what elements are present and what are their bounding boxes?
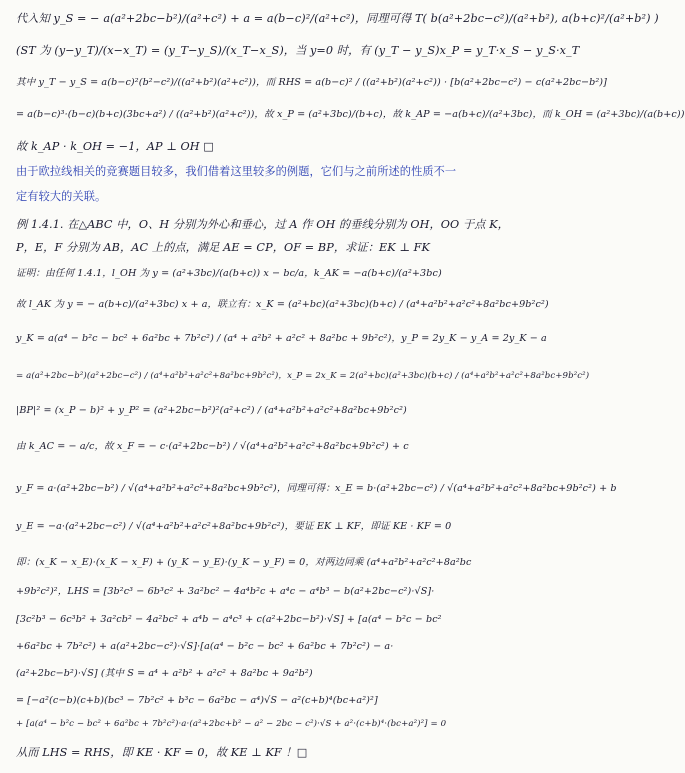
text-line-7: 定有较大的关联。 (16, 190, 107, 203)
text-line-18: 即：(x_K − x_E)·(x_K − x_F) + (y_K − y_E)·(y_K − y_F) = 0，对两边同乘 (a⁴+a²b²+a²c²+8a²bc (16, 557, 472, 568)
text-line-10: 证明：由任何 1.4.1，l_OH 为 y = (a²+3bc)/(a(b+c)) x − bc/a，k_AK = −a(b+c)/(a²+3bc) (16, 268, 442, 279)
text-line-5: 故 k_AP · k_OH = −1，AP ⊥ OH □ (16, 140, 214, 153)
text-line-19: +9b²c²)²，LHS = [3b²c³ − 6b³c² + 3a²bc² − 4a⁴b²c + a⁴c − a⁴b³ − b(a²+2bc−c²)·√S]· (16, 586, 435, 597)
text-line-24: + [a(a⁴ − b²c − bc² + 6a²bc + 7b²c²)·a·(a²+2bc+b² − a² − 2bc − c²)·√S + a²·(c+b)⁴·(bc+a²)²] = 0 (16, 719, 447, 729)
text-line-6: 由于欧拉线相关的竞赛题目较多，我们借着这里较多的例题，它们与之前所述的性质不一 (16, 165, 457, 178)
text-line-2: (ST 为 (y−y_T)/(x−x_T) = (y_T−y_S)/(x_T−x_S)，当 y=0 时，有 (y_T − y_S)x_P = y_T·x_S − y_S·x_T (16, 44, 580, 57)
text-line-8: 例 1.4.1. 在△ABC 中，O、H 分别为外心和垂心，过 A 作 OH 的垂线分别为 OH，OO 于点 K， (16, 218, 509, 231)
text-line-3: 其中 y_T − y_S = a(b−c)²(b²−c²)/((a²+b²)(a²+c²))，而 RHS = a(b−c)² / ((a²+b²)(a²+c²)) · [b(a²+2bc−c²) − c(a²+2bc−b²)] (16, 77, 607, 88)
text-line-12: y_K = a(a⁴ − b²c − bc² + 6a²bc + 7b²c²) / (a⁴ + a²b² + a²c² + 8a²bc + 9b²c²)，y_P = 2y_K − y_A = 2y_K − a (16, 333, 547, 344)
text-line-22: (a²+2bc−b²)·√S] (其中 S = a⁴ + a²b² + a²c² + 8a²bc + 9a²b²) (16, 668, 313, 679)
text-line-9: P，E，F 分别为 AB，AC 上的点，满足 AE = CP，OF = BP，求证：EK ⊥ FK (16, 241, 430, 254)
text-line-14: |BP|² = (x_P − b)² + y_P² = (a²+2bc−b²)²(a²+c²) / (a⁴+a²b²+a²c²+8a²bc+9b²c²) (16, 405, 407, 416)
text-line-17: y_E = −a·(a²+2bc−c²) / √(a⁴+a²b²+a²c²+8a²bc+9b²c²)，要证 EK ⊥ KF，即证 KE · KF = 0 (16, 521, 452, 532)
text-line-23: = [−a²(c−b)(c+b)(bc³ − 7b²c² + b³c − 6a²bc − a⁴)√S − a²(c+b)⁴(bc+a²)²] (16, 695, 378, 706)
text-line-16: y_F = a·(a²+2bc−b²) / √(a⁴+a²b²+a²c²+8a²bc+9b²c²)，同理可得：x_E = b·(a²+2bc−c²) / √(a⁴+a²b²+a²c²+8a²bc+9b²c²) + b (16, 483, 617, 494)
text-line-1: 代入知 y_S = − a(a²+2bc−b²)/(a²+c²) + a = a(b−c)²/(a²+c²)，同理可得 T( b(a²+2bc−c²)/(a²+b²), a(b+c)²/(a²+b²) ) (16, 12, 659, 25)
text-line-15: 由 k_AC = − a/c，故 x_F = − c·(a²+2bc−b²) / √(a⁴+a²b²+a²c²+8a²bc+9b²c²) + c (16, 441, 409, 452)
text-line-25: 从而 LHS = RHS，即 KE · KF = 0，故 KE ⊥ KF ！□ (16, 746, 308, 759)
text-line-20: [3c²b³ − 6c³b² + 3a²cb² − 4a²bc² + a⁴b − a⁴c³ + c(a²+2bc−b²)·√S] + [a(a⁴ − b²c − bc² (16, 614, 442, 625)
text-line-13: = a(a²+2bc−b²)(a²+2bc−c²) / (a⁴+a²b²+a²c²+8a²bc+9b²c²)，x_P = 2x_K = 2(a²+bc)(a²+3bc)(b+c) / (a⁴+a²b²+a²c²+8a²bc+9b²c²) (16, 371, 590, 381)
text-line-4: = a(b−c)³·(b−c)(b+c)(3bc+a²) / ((a²+b²)(a²+c²))，故 x_P = (a²+3bc)/(b+c)，故 k_AP = −a(b+c)/(a²+3bc)，而 k_OH = (a²+3bc)/(a(b+c)) (16, 109, 685, 120)
text-line-21: +6a²bc + 7b²c²) + a(a²+2bc−c²)·√S]·[a(a⁴ − b²c − bc² + 6a²bc + 7b²c²) − a· (16, 641, 394, 652)
text-line-11: 故 l_AK 为 y = − a(b+c)/(a²+3bc) x + a，联立有：x_K = (a²+bc)(a²+3bc)(b+c) / (a⁴+a²b²+a²c²+8a²bc+9b²c²) (16, 299, 549, 310)
